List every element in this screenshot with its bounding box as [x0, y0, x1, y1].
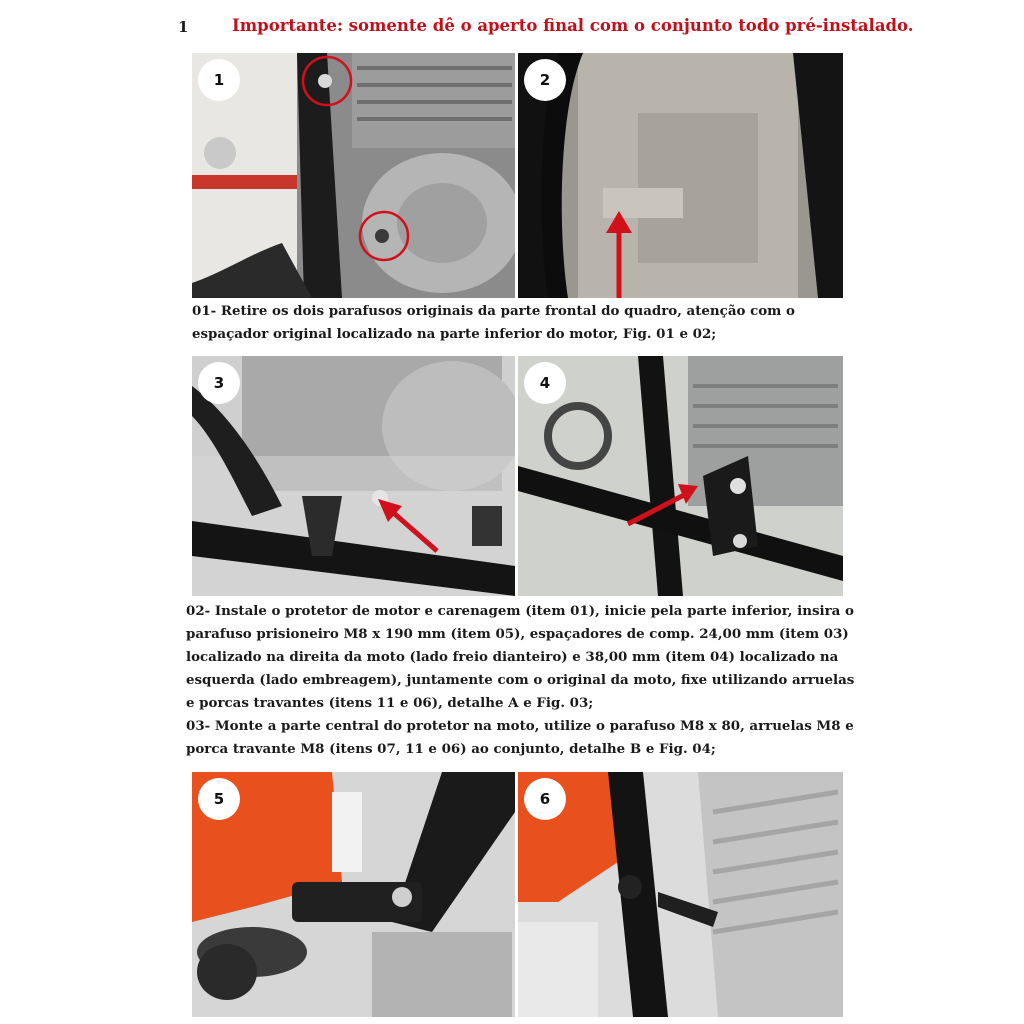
photo-badge: 4 [524, 362, 566, 404]
photo-5 [192, 772, 515, 1017]
photo-badge: 2 [524, 59, 566, 101]
step-2-line: esquerda (lado embreagem), juntamente com o original da moto, fixe utilizando arruelas [186, 672, 855, 688]
photo-badge: 5 [198, 778, 240, 820]
photo-badge: 6 [524, 778, 566, 820]
page-number: 1 [178, 18, 189, 36]
fairing-side-photo-icon [192, 772, 515, 1017]
step-3-line: porca travante M8 (itens 07, 11 e 06) ao conjunto, detalhe B e Fig. 04; [186, 741, 716, 757]
engine-frame-photo-icon [192, 53, 515, 298]
step-1-text [192, 300, 795, 346]
photo-6 [518, 772, 843, 1017]
photo-badge: 1 [198, 59, 240, 101]
step-2-line: parafuso prisioneiro M8 x 190 mm (item 05), espaçadores de comp. 24,00 mm (item 03) [186, 626, 849, 642]
fairing-detail-photo-icon [518, 772, 843, 1017]
step-1-line: espaçador original localizado na parte inferior do motor, Fig. 01 e 02; [192, 326, 717, 342]
photo-2 [518, 53, 843, 298]
engine-lower-mount-photo-icon [192, 356, 515, 596]
central-protector-photo-icon [518, 356, 843, 596]
step-1-line: 01- Retire os dois parafusos originais da parte frontal do quadro, atenção com o [192, 303, 795, 319]
important-note: Importante: somente dê o aperto final com o conjunto todo pré-instalado. [232, 16, 914, 35]
step-2-line: e porcas travantes (itens 11 e 06), detalhe A e Fig. 03; [186, 695, 594, 711]
step-3-line: 03- Monte a parte central do protetor na moto, utilize o parafuso M8 x 80, arruelas M8 e [186, 718, 854, 734]
photo-3 [192, 356, 515, 596]
engine-spacer-photo-icon [518, 53, 843, 298]
photo-4 [518, 356, 843, 596]
step-2-text [186, 600, 854, 761]
photo-badge: 3 [198, 362, 240, 404]
step-2-line: localizado na direita da moto (lado freio dianteiro) e 38,00 mm (item 04) localizado na [186, 649, 839, 665]
photo-1 [192, 53, 515, 298]
step-2-line: 02- Instale o protetor de motor e carenagem (item 01), inicie pela parte inferior, insira o [186, 603, 854, 619]
